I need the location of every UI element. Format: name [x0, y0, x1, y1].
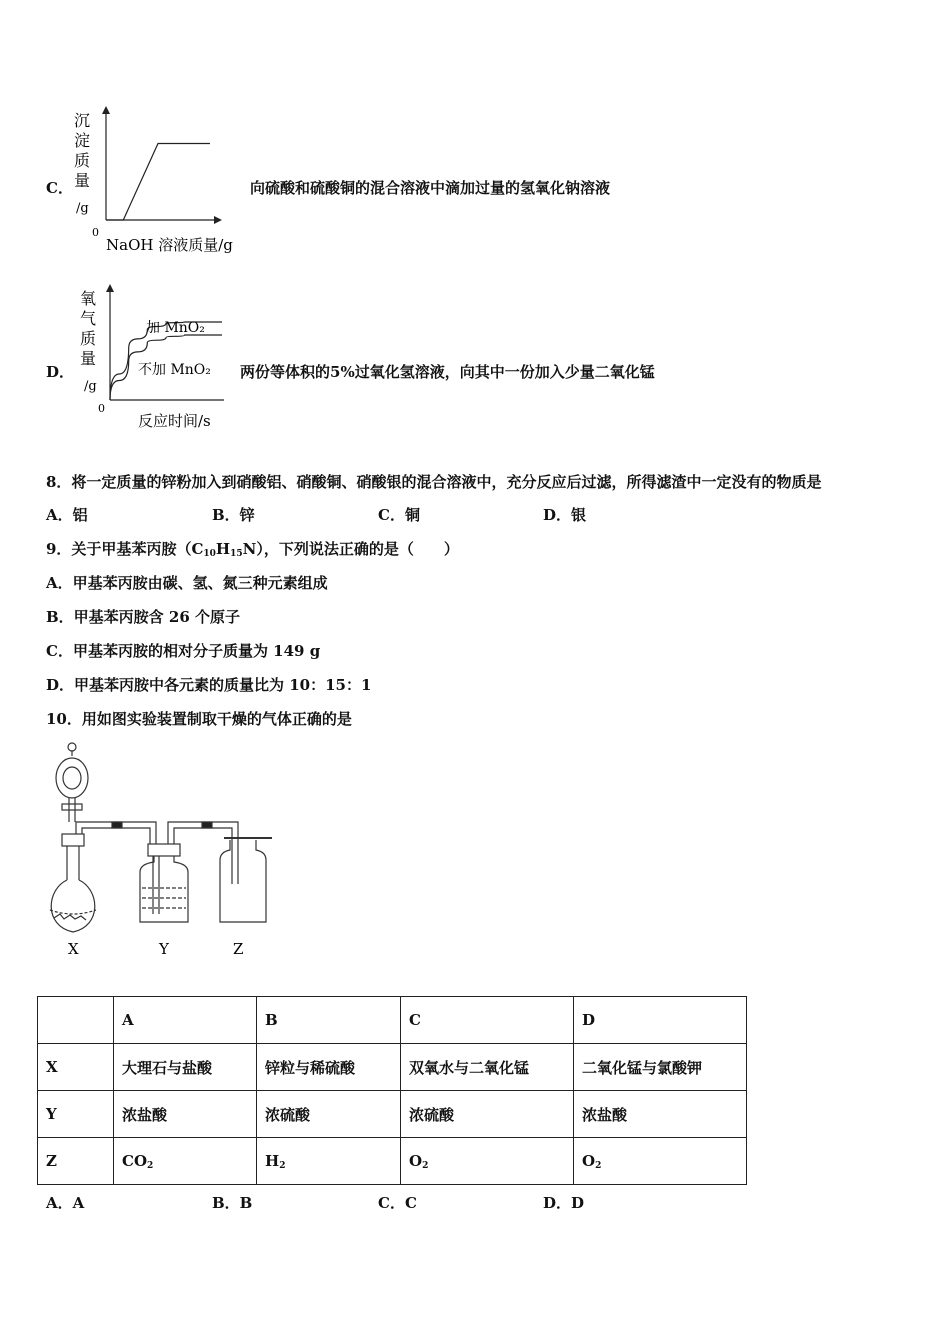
q9-option-c: C．甲基苯丙胺的相对分子质量为 149 g — [46, 642, 321, 660]
gas-collection-bottle-z — [220, 840, 266, 922]
table-cell: 锌粒与稀硫酸 — [257, 1044, 401, 1091]
table-row-label: X — [38, 1044, 114, 1091]
d-origin: 0 — [98, 402, 105, 415]
apparatus-label-y: Y — [159, 940, 169, 958]
option-d-description: 两份等体积的5%过氧化氢溶液，向其中一份加入少量二氧化锰 — [240, 363, 655, 381]
table-header-cell: D — [574, 997, 747, 1044]
q8-stem: 8．将一定质量的锌粉加入到硝酸铝、硝酸铜、硝酸银的混合溶液中，充分反应后过滤，所得滤渣中一定没有的物质是 — [46, 473, 822, 491]
rubber-connector — [112, 822, 122, 828]
c-origin: 0 — [92, 226, 99, 239]
funnel-stopper-knob — [68, 743, 76, 751]
table-cell: 浓硫酸 — [257, 1091, 401, 1138]
q10-stem: 10．用如图实验装置制取干燥的气体正确的是 — [46, 710, 352, 728]
table-header-cell: C — [401, 997, 574, 1044]
table-cell-formula: $O_2$ — [401, 1138, 574, 1185]
q9-sub-hydrogen: 15 — [230, 549, 243, 559]
table-row — [38, 1138, 747, 1185]
c-xlabel: NaOH 溶液质量/g — [106, 236, 233, 254]
apparatus-label-z: Z — [233, 940, 244, 958]
q9-sub-carbon: 10 — [203, 549, 216, 559]
round-bottom-flask — [51, 880, 95, 932]
option-c-ylabel — [74, 111, 90, 216]
q9-stem-h: H — [215, 540, 231, 558]
table-cell: 浓硫酸 — [401, 1091, 574, 1138]
d-series-label-without-mno2: 不加 MnO₂ — [138, 362, 211, 378]
q9-stem-pre: 9．关于甲基苯丙胺（C — [46, 540, 204, 558]
option-c-letter: C． — [46, 179, 73, 197]
separatory-funnel-bulb — [56, 758, 88, 798]
q10-options-table — [37, 996, 747, 1185]
q10-option-d: D．D — [543, 1194, 585, 1212]
d-ylabel-char: 氧 — [80, 289, 97, 308]
table-cell-formula: $H_2$ — [257, 1138, 401, 1185]
wash-bottle-y — [140, 856, 188, 922]
q10-option-b: B．B — [212, 1194, 253, 1212]
delivery-tube-yz — [168, 822, 238, 884]
d-ylabel-char: 量 — [80, 349, 97, 368]
q10-option-a: A．A — [46, 1194, 85, 1212]
table-row-label: Y — [38, 1091, 114, 1138]
q9-option-b: B．甲基苯丙胺含 26 个原子 — [46, 608, 240, 626]
table-header-cell: B — [257, 997, 401, 1044]
rubber-connector — [202, 822, 212, 828]
d-series-label-with-mno2: 加 MnO₂ — [146, 320, 205, 336]
c-series-line — [106, 144, 210, 221]
table-row-label: Z — [38, 1138, 114, 1185]
table-cell-formula: $O_2$ — [574, 1138, 747, 1185]
flask-stopper — [62, 834, 84, 846]
q9-option-d: D．甲基苯丙胺中各元素的质量比为 10：15：1 — [46, 676, 372, 694]
c-ylabel-char: 沉 — [74, 111, 91, 130]
option-d-chart — [76, 282, 236, 434]
option-d-letter: D． — [46, 363, 75, 381]
c-y-axis-arrow — [102, 106, 110, 114]
q9-option-a: A．甲基苯丙胺由碳、氢、氮三种元素组成 — [46, 574, 328, 592]
table-cell: 二氧化锰与氯酸钾 — [574, 1044, 747, 1091]
q9-stem — [46, 538, 459, 559]
option-c-description: 向硫酸和硫酸铜的混合溶液中滴加过量的氢氧化钠溶液 — [250, 179, 611, 197]
table-cell: 浓盐酸 — [114, 1091, 257, 1138]
bottle-y-stopper — [148, 844, 180, 856]
q10-apparatus-diagram — [40, 740, 280, 962]
option-c-chart — [70, 104, 250, 254]
apparatus-label-x: X — [68, 940, 79, 958]
funnel-stopcock — [62, 804, 82, 810]
q8-option-b: B．锌 — [212, 506, 255, 524]
q9-stem-post: N），下列说法正确的是（ ） — [242, 540, 459, 558]
table-cell-formula: $CO_2$ — [114, 1138, 257, 1185]
table-row — [38, 1044, 747, 1091]
q10-option-c: C．C — [378, 1194, 417, 1212]
c-x-axis-arrow — [214, 216, 222, 224]
d-xlabel: 反应时间/s — [138, 412, 211, 430]
table-cell: 浓盐酸 — [574, 1091, 747, 1138]
table-cell: 大理石与盐酸 — [114, 1044, 257, 1091]
q8-option-c: C．铜 — [378, 506, 420, 524]
c-ylabel-char: 量 — [74, 171, 91, 190]
table-header-cell: A — [114, 997, 257, 1044]
d-ylabel-char: 质 — [80, 329, 97, 348]
table-cell: 双氧水与二氧化锰 — [401, 1044, 574, 1091]
q8-option-a: A．铝 — [46, 506, 88, 524]
d-ylabel-char: /g — [84, 379, 97, 394]
table-header-row — [38, 997, 747, 1044]
d-ylabel-char: 气 — [80, 309, 97, 328]
option-d-ylabel — [80, 289, 97, 394]
c-ylabel-char: 淀 — [74, 131, 91, 150]
table-header-cell — [38, 997, 114, 1044]
d-y-axis-arrow — [106, 284, 114, 292]
c-ylabel-char: 质 — [74, 151, 91, 170]
c-ylabel-char: /g — [76, 201, 89, 216]
table-row — [38, 1091, 747, 1138]
q8-option-d: D．银 — [543, 506, 587, 524]
